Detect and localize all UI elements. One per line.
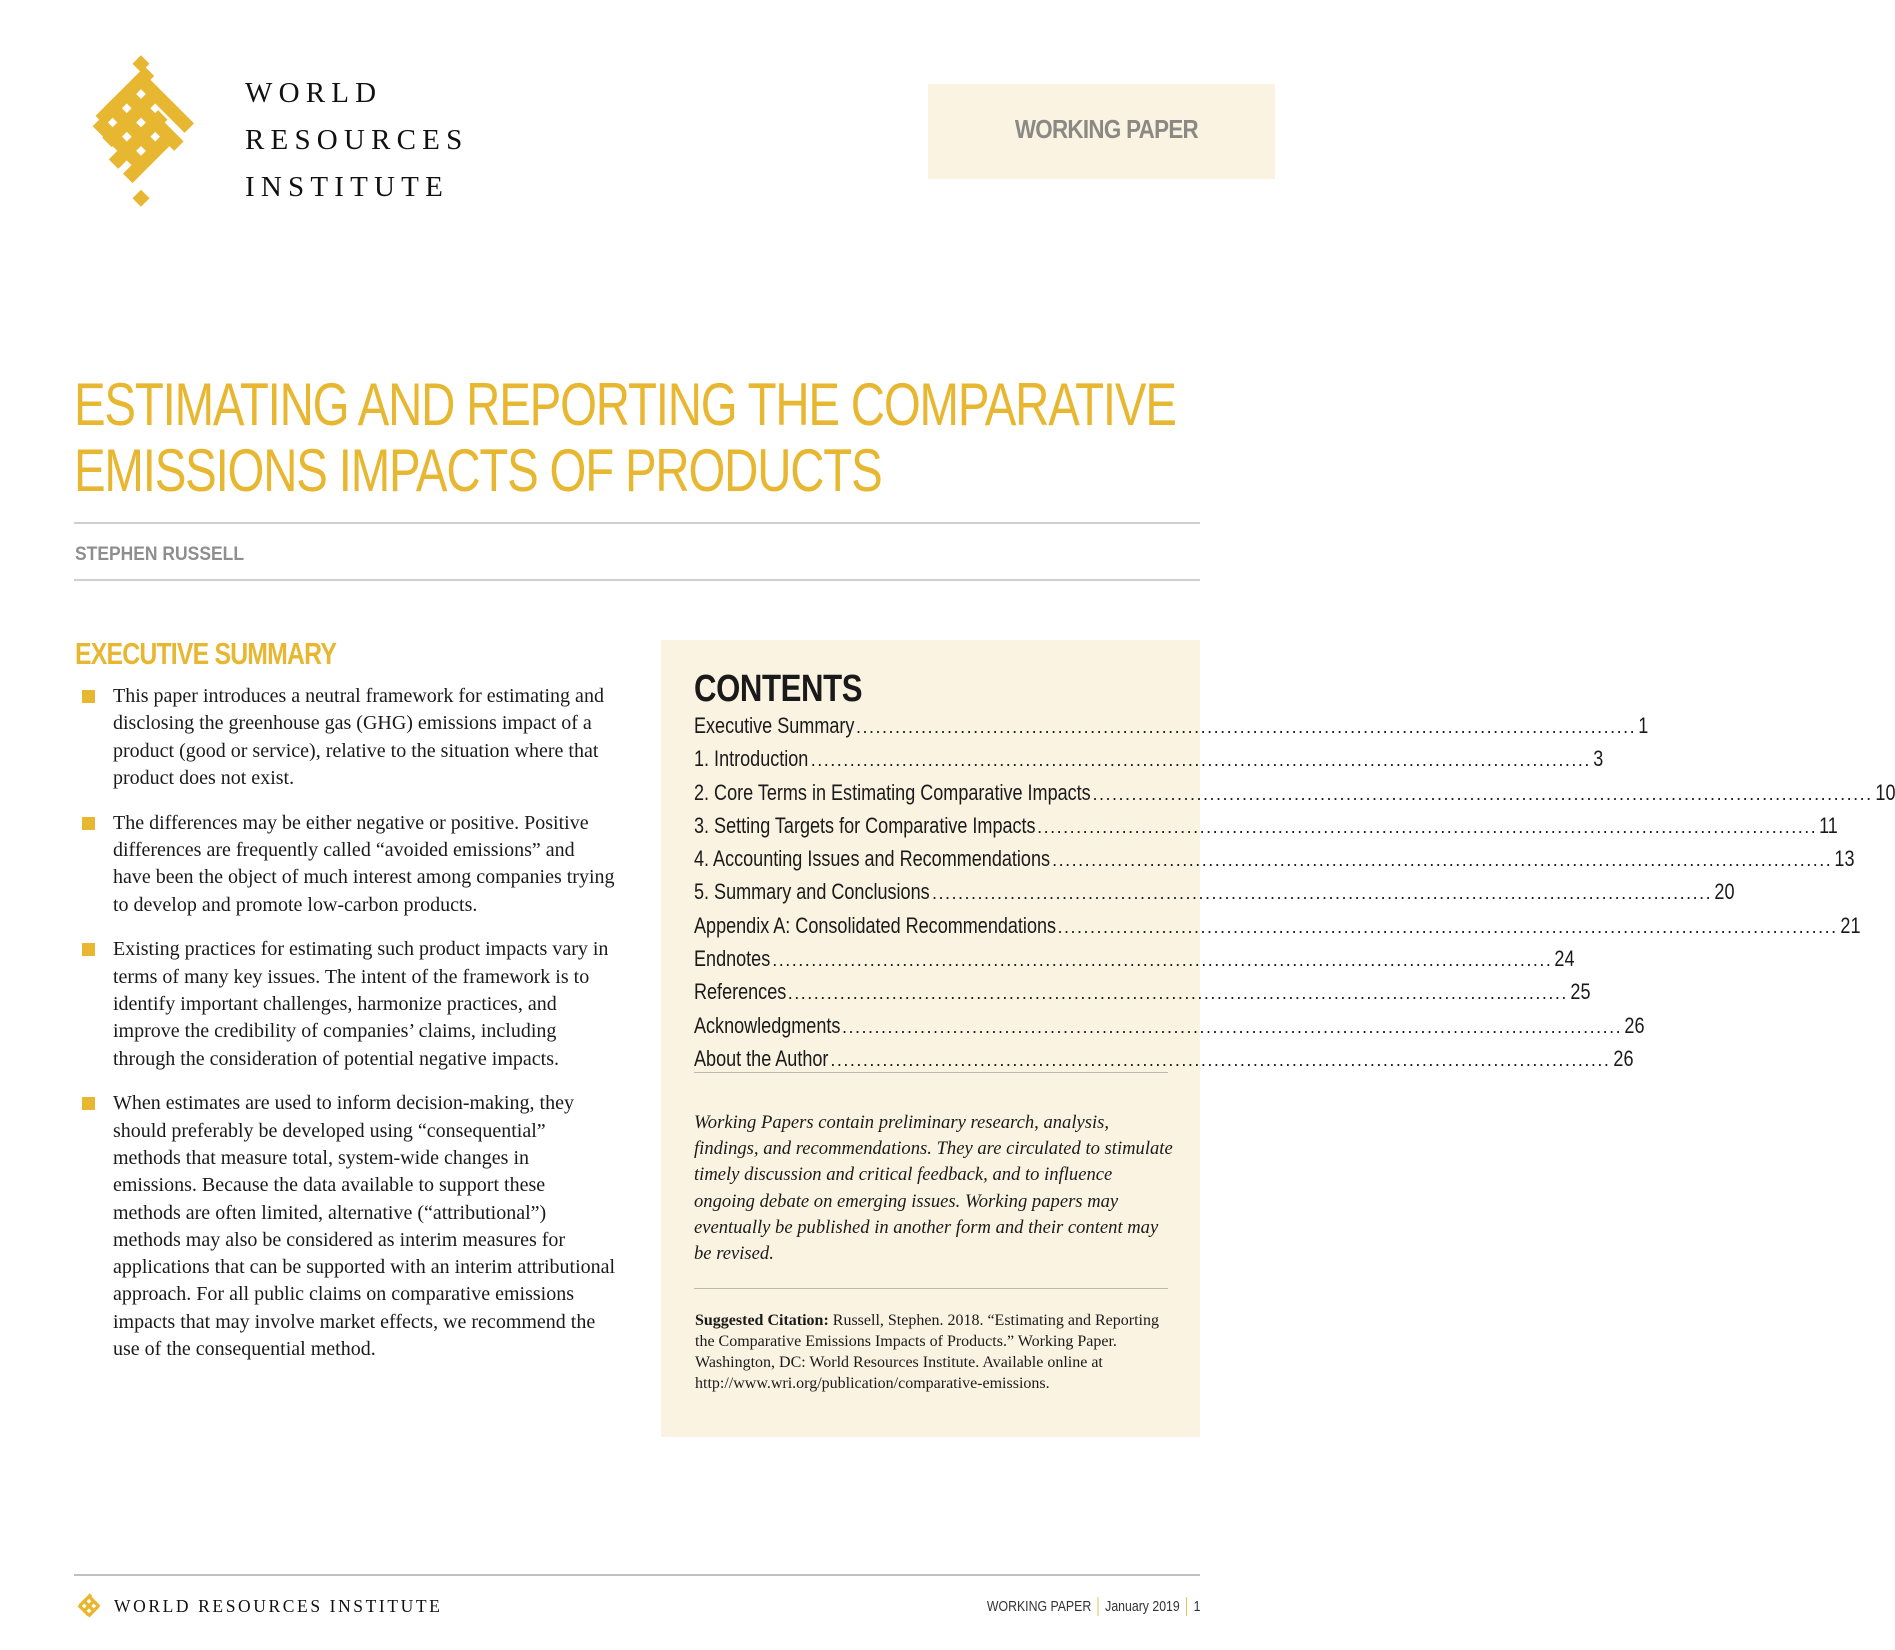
org-name <box>245 70 468 211</box>
footer-doc-type: WORKING PAPER <box>986 1598 1091 1615</box>
toc-entry-page: 26 <box>1612 1045 1633 1071</box>
toc-leader-dots: ........................................................................................................................ <box>1092 783 1873 804</box>
toc-entry-label: About the Author <box>694 1045 829 1071</box>
toc-leader-dots: ........................................................................................................................ <box>856 717 1637 737</box>
toc-leader-dots: ........................................................................................................................ <box>772 950 1553 971</box>
toc-entry-label: 1. Introduction <box>694 746 809 772</box>
contents-heading: CONTENTS <box>694 668 863 710</box>
page-number: 1 <box>1193 1598 1200 1615</box>
square-bullet-icon <box>82 690 95 703</box>
toc-entry[interactable] <box>694 713 1649 746</box>
divider <box>74 579 1200 581</box>
doc-type-label: WORKING PAPER <box>1014 114 1198 144</box>
title-line: ESTIMATING AND REPORTING THE COMPARATIVE <box>74 371 1176 438</box>
divider <box>74 522 1200 524</box>
org-name-line: WORLD <box>245 77 383 109</box>
toc-leader-dots: ........................................................................................................................ <box>1052 850 1833 871</box>
bullet-text: Existing practices for estimating such product impacts vary in terms of many key issues. The intent of the framework is to identify important challenges, harmonize practices, and improve the credibility of companies’ claims, including through the consideration of potential negative impacts. <box>113 938 609 1070</box>
toc-entry[interactable] <box>694 812 1838 846</box>
toc-entry[interactable] <box>694 846 1855 879</box>
toc-leader-dots: ........................................................................................................................ <box>787 983 1568 1004</box>
toc-entry[interactable] <box>694 979 1591 1012</box>
page-title <box>74 372 1214 504</box>
toc-entry-page: 11 <box>1819 812 1838 838</box>
toc-entry-label: Endnotes <box>694 946 771 972</box>
bullet-text: When estimates are used to inform decision-making, they should preferably be developed using “consequential” methods that measure total, system-wide changes in emissions. Because the data available to support these methods are often limited, alternative (“attributional”) methods may also be considered as interim measures for applications that can be supported with an interim attributional approach. For all public claims on comparative emissions impacts that may involve market effects, we recommend the use of the consequential method. <box>113 1092 616 1361</box>
toc-entry[interactable] <box>694 912 1861 946</box>
toc-entry[interactable] <box>694 879 1735 912</box>
square-bullet-icon <box>82 1097 95 1110</box>
toc-entry-page: 24 <box>1554 946 1575 972</box>
toc-entry[interactable] <box>694 746 1604 779</box>
toc-entry[interactable] <box>694 946 1575 979</box>
footer-date: January 2019 <box>1104 1598 1180 1615</box>
citation-label: Suggested Citation: <box>695 1312 829 1329</box>
title-line: EMISSIONS IMPACTS OF PRODUCTS <box>74 437 882 504</box>
toc-entry-label: Appendix A: Consolidated Recommendations <box>694 912 1057 938</box>
toc-leader-dots: ........................................................................................................................ <box>1037 816 1818 837</box>
toc-entry-label: Executive Summary <box>694 713 855 738</box>
footer-separator <box>1097 1597 1098 1616</box>
toc-entry-page: 26 <box>1624 1012 1645 1038</box>
divider <box>694 1072 1168 1073</box>
author-name: STEPHEN RUSSELL <box>75 544 245 565</box>
toc-entry[interactable] <box>694 1045 1633 1079</box>
toc-entry[interactable] <box>694 779 1895 813</box>
square-bullet-icon <box>82 943 95 956</box>
toc-leader-dots: ........................................................................................................................ <box>1057 916 1838 937</box>
toc-entry-page: 1 <box>1638 713 1649 738</box>
toc-entry-label: Acknowledgments <box>694 1012 841 1038</box>
bullet-text: The differences may be either negative or positive. Positive differences are frequently called “avoided emissions” and have been the object of much interest among companies trying to develop and promote low-carbon products. <box>113 811 615 916</box>
toc-entry[interactable] <box>694 1012 1645 1046</box>
footer-meta <box>986 1597 1200 1616</box>
toc-entry-label: 5. Summary and Conclusions <box>694 879 930 905</box>
summary-bullet <box>76 1090 616 1363</box>
bullet-text: This paper introduces a neutral framework for estimating and disclosing the greenhouse gas (GHG) emissions impact of a product (good or service), relative to the situation where that product does not exist. <box>113 685 604 789</box>
toc-entry-label: 2. Core Terms in Estimating Comparative Impacts <box>694 779 1091 805</box>
toc-entry-label: References <box>694 979 787 1005</box>
toc-entry-page: 10 <box>1875 779 1895 805</box>
summary-bullet <box>76 936 616 1072</box>
toc-entry-page: 21 <box>1840 912 1861 938</box>
toc-entry-page: 3 <box>1593 746 1604 772</box>
wri-logo-small-icon <box>75 1591 103 1621</box>
executive-summary-list <box>76 683 616 1381</box>
org-name-line: INSTITUTE <box>245 171 449 203</box>
toc-leader-dots: ........................................................................................................................ <box>810 750 1591 771</box>
divider <box>694 1288 1168 1289</box>
org-name-line: RESOURCES <box>245 124 469 156</box>
contents-panel <box>661 640 1895 1437</box>
footer-org-name: WORLD RESOURCES INSTITUTE <box>114 1596 443 1616</box>
footer-divider <box>74 1574 1200 1576</box>
footer-separator <box>1186 1597 1187 1616</box>
citation-text: Russell, Stephen. 2018. “Estimating and Reporting the Comparative Emissions Impacts of Products.” Working Paper. Washington, DC: World Resources Institute. Available online at http://www.wri.org/publication/comparative-emissions. <box>695 1312 1159 1392</box>
toc-leader-dots: ........................................................................................................................ <box>841 1016 1623 1037</box>
working-paper-note: Working Papers contain preliminary research, analysis, findings, and recommendations. They are circulated to stimulate timely discussion and critical feedback, and to influence ongoing debate on emerging issues. Working papers may eventually be published in another form and their content may be revised. <box>694 1112 1173 1265</box>
toc-leader-dots: ........................................................................................................................ <box>932 883 1713 904</box>
square-bullet-icon <box>82 817 95 830</box>
table-of-contents <box>694 713 1895 1079</box>
summary-bullet <box>76 810 616 919</box>
toc-entry-page: 25 <box>1570 979 1591 1005</box>
suggested-citation <box>695 1310 1175 1394</box>
toc-entry-page: 13 <box>1834 846 1855 872</box>
wri-logo-icon <box>74 64 208 198</box>
toc-entry-page: 20 <box>1714 879 1735 905</box>
toc-entry-label: 4. Accounting Issues and Recommendations <box>694 846 1051 872</box>
toc-entry-label: 3. Setting Targets for Comparative Impacts <box>694 812 1036 838</box>
executive-summary-heading: EXECUTIVE SUMMARY <box>75 636 337 671</box>
toc-leader-dots: ........................................................................................................................ <box>830 1049 1611 1070</box>
summary-bullet <box>76 683 616 792</box>
doc-type-band <box>928 84 1275 179</box>
